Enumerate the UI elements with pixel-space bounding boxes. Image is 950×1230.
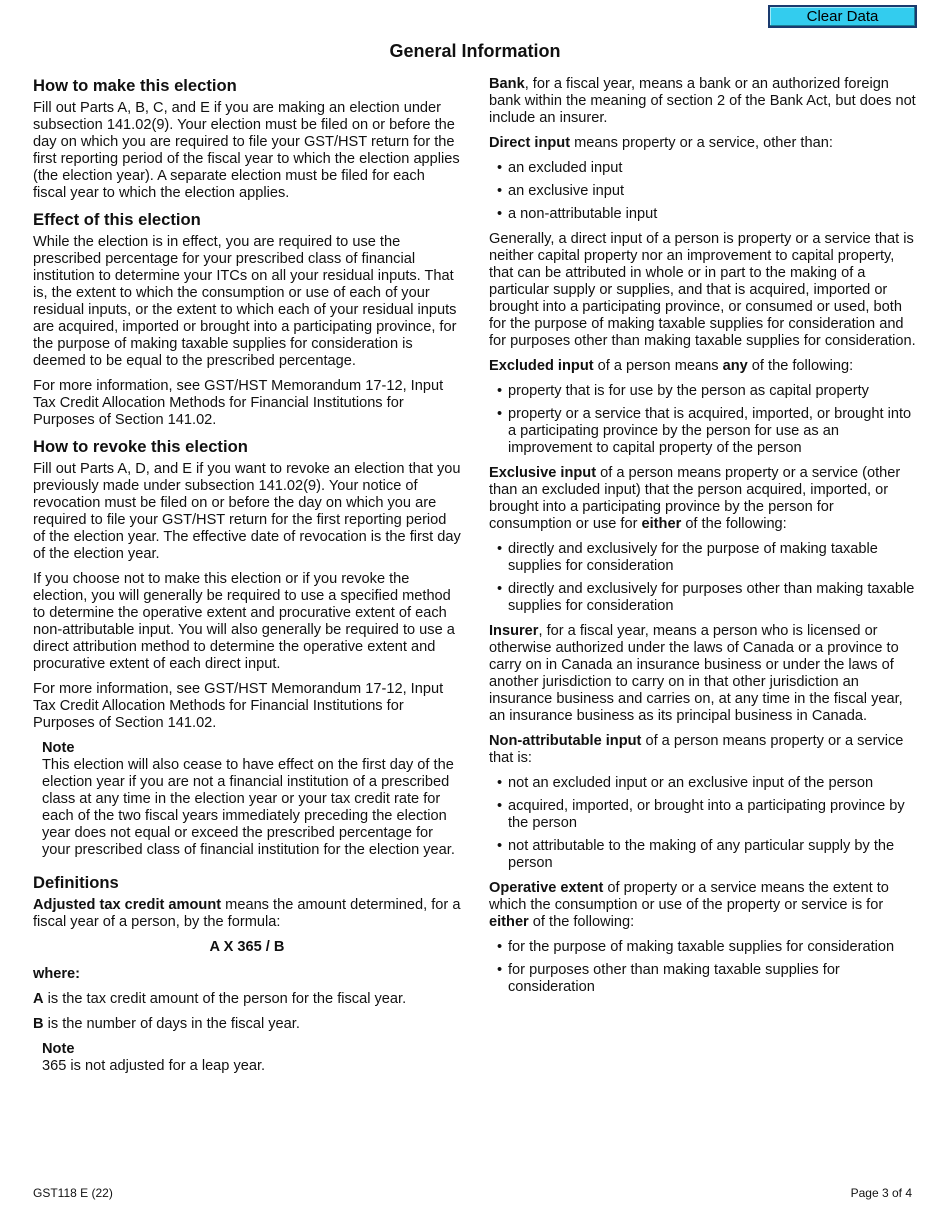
list-item: • not an excluded input or an exclusive input of the person: [497, 775, 919, 792]
heading-revoke: How to revoke this election: [33, 437, 248, 456]
term: Direct input: [489, 135, 571, 151]
page-title: General Information: [389, 41, 561, 61]
section-definitions: [33, 873, 461, 1075]
effect-text: While the election is in effect, you are required to use the prescribed percentage for your prescribed class of financial institution to determine your ITCs on all your residual inputs. That is, the extent to which the consumption or use of each of your residual inputs, or the extent to which each of your residual inputs are acquired, imported or brought into a participating province, for the purpose of making taxable supplies for consideration is deemed to be equal to the prescribed percentage.: [33, 234, 457, 369]
def-bank: [489, 76, 919, 127]
direct-input-list: [489, 160, 919, 223]
revoke-text: Fill out Parts A, D, and E if you want to revoke an election that you previously made under subsection 141.02(9). Your notice of revocation must be filed on or before the day on which you are required to file your GST/HST return for the first reporting period of the election year. The effective date of revocation is the first day of the election year.: [33, 461, 461, 562]
list-item: • not attributable to the making of any particular supply by the person: [497, 838, 919, 872]
left-column: [33, 76, 461, 1083]
note-text: 365 is not adjusted for a leap year.: [42, 1058, 266, 1074]
definition-end: of the following:: [681, 516, 787, 532]
term: A: [33, 991, 44, 1007]
emphasis: any: [722, 358, 748, 374]
def-direct-input: [489, 135, 919, 152]
non-attributable-list: [489, 775, 919, 872]
list-item: • property or a service that is acquired, imported, or brought into a participating province by the person for use as an improvement to capital property of the person: [497, 406, 919, 457]
emphasis: either: [641, 516, 682, 532]
list-item: • a non-attributable input: [497, 206, 919, 223]
excluded-input-list: [489, 383, 919, 457]
operative-extent-list: [489, 939, 919, 996]
term: Exclusive input: [489, 465, 597, 481]
page-number: Page 3 of 4: [850, 1186, 912, 1200]
term: Insurer: [489, 623, 539, 639]
definition-end: of the following:: [528, 914, 635, 930]
where-text: where:: [33, 966, 81, 982]
definition: , for a fiscal year, means a bank or an authorized foreign bank within the meaning of section 2 of the Bank Act, but does not include an insurer.: [489, 76, 916, 126]
list-item: • directly and exclusively for the purpose of making taxable supplies for consideration: [497, 541, 919, 575]
note-title: Note: [42, 740, 75, 756]
list-item: • an exclusive input: [497, 183, 919, 200]
section-revoke: [33, 437, 461, 859]
direct-input-general: Generally, a direct input of a person is property or a service that is neither capital property nor an improvement to capital property, that can be attributed in whole or in part to the making of a particular supply or supplies, and that is acquired, imported or brought into a participating province, or consumed or used, both for the purpose of making taxable supplies for consideration and for purposes other than making taxable supplies for consideration.: [489, 231, 916, 349]
make-election-text: Fill out Parts A, B, C, and E if you are making an election under subsection 141.02(9). Your election must be filed on or before the day on which you are required to file your GST/HST return for the first reporting period of the fiscal year to which the election applies (the election year). A separate election must be filed for each fiscal year to which the election applies.: [33, 100, 460, 201]
def-insurer: [489, 623, 919, 725]
def-excluded-input: [489, 358, 919, 375]
definition: of a person means property or a service (other than an excluded input) that the person acquired, imported, or brought into a participating province by the person for consumption or use for: [489, 465, 901, 532]
definition: is the tax credit amount of the person for the fiscal year.: [43, 991, 407, 1007]
term: Non-attributable input: [489, 733, 642, 749]
definition: , for a fiscal year, means a person who is licensed or otherwise authorized under the laws of Canada or a province to carry on in Canada an insurance business or under the laws of another jurisdiction to carry on in that other jurisdiction an insurance business and carries on, at any time in the fiscal year, an insurance business as its principal business in Canada.: [489, 623, 903, 724]
section-effect: [33, 210, 461, 429]
definition-end: of the following:: [747, 358, 854, 374]
heading-make-election: How to make this election: [33, 76, 237, 95]
term: B: [33, 1016, 44, 1032]
def-b: [33, 1016, 461, 1033]
term: Adjusted tax credit amount: [33, 897, 222, 913]
leap-year-note: [42, 1041, 461, 1075]
list-item: • for purposes other than making taxable supplies for consideration: [497, 962, 919, 996]
heading-definitions: Definitions: [33, 873, 119, 892]
form-id: GST118 E (22): [33, 1186, 113, 1200]
term: Operative extent: [489, 880, 604, 896]
list-item: • property that is for use by the person as capital property: [497, 383, 919, 400]
list-item: • an excluded input: [497, 160, 919, 177]
term: Bank: [489, 76, 525, 92]
effect-more-info: For more information, see GST/HST Memorandum 17-12, Input Tax Credit Allocation Methods for Financial Institutions for Purposes of Section 141.02.: [33, 378, 444, 428]
formula: A X 365 / B: [209, 939, 285, 955]
revoke-no-election-text: If you choose not to make this election or if you revoke the election, you will generally be required to use a specified method to determine the operative extent and procurative extent of each non-attributable input. You will also generally be required to use a direct attribution method to determine the operative extent and procurative extent of each direct input.: [33, 571, 455, 672]
def-exclusive-input: [489, 465, 919, 533]
definition: of a person means property or a service that is:: [489, 733, 904, 766]
list-item: • directly and exclusively for purposes other than making taxable supplies for consideration: [497, 581, 919, 615]
emphasis: either: [489, 914, 529, 930]
def-non-attributable-input: [489, 733, 919, 767]
def-operative-extent: [489, 880, 919, 931]
definition: means property or a service, other than:: [570, 135, 833, 151]
list-item: • acquired, imported, or brought into a participating province by the person: [497, 798, 919, 832]
list-item: • for the purpose of making taxable supplies for consideration: [497, 939, 919, 956]
revoke-note: [42, 740, 461, 859]
definition: of property or a service means the extent to which the consumption or use of the property or service is for: [489, 880, 889, 913]
heading-effect: Effect of this election: [33, 210, 201, 229]
definition: is the number of days in the fiscal year.: [43, 1016, 300, 1032]
clear-data-button[interactable]: Clear Data: [768, 5, 917, 28]
revoke-more-info: For more information, see GST/HST Memorandum 17-12, Input Tax Credit Allocation Methods for Financial Institutions for Purposes of Section 141.02.: [33, 681, 444, 731]
term: Excluded input: [489, 358, 594, 374]
note-title: Note: [42, 1041, 75, 1057]
definition: of a person means: [593, 358, 723, 374]
where-label: [33, 966, 461, 983]
def-a: [33, 991, 461, 1008]
definition: means the amount determined, for a fiscal year of a person, by the formula:: [33, 897, 461, 930]
def-adjusted-tax-credit: [33, 897, 461, 931]
section-make-election: [33, 76, 461, 202]
note-text: This election will also cease to have effect on the first day of the election year if you are not a financial institution of a prescribed class at any time in the election year or your tax credit rate for each of the two fiscal years immediately preceding the election year does not equal or exceed the prescribed percentage for your prescribed class of financial institution for the election year.: [42, 757, 455, 858]
exclusive-input-list: [489, 541, 919, 615]
right-column: [489, 76, 919, 1004]
